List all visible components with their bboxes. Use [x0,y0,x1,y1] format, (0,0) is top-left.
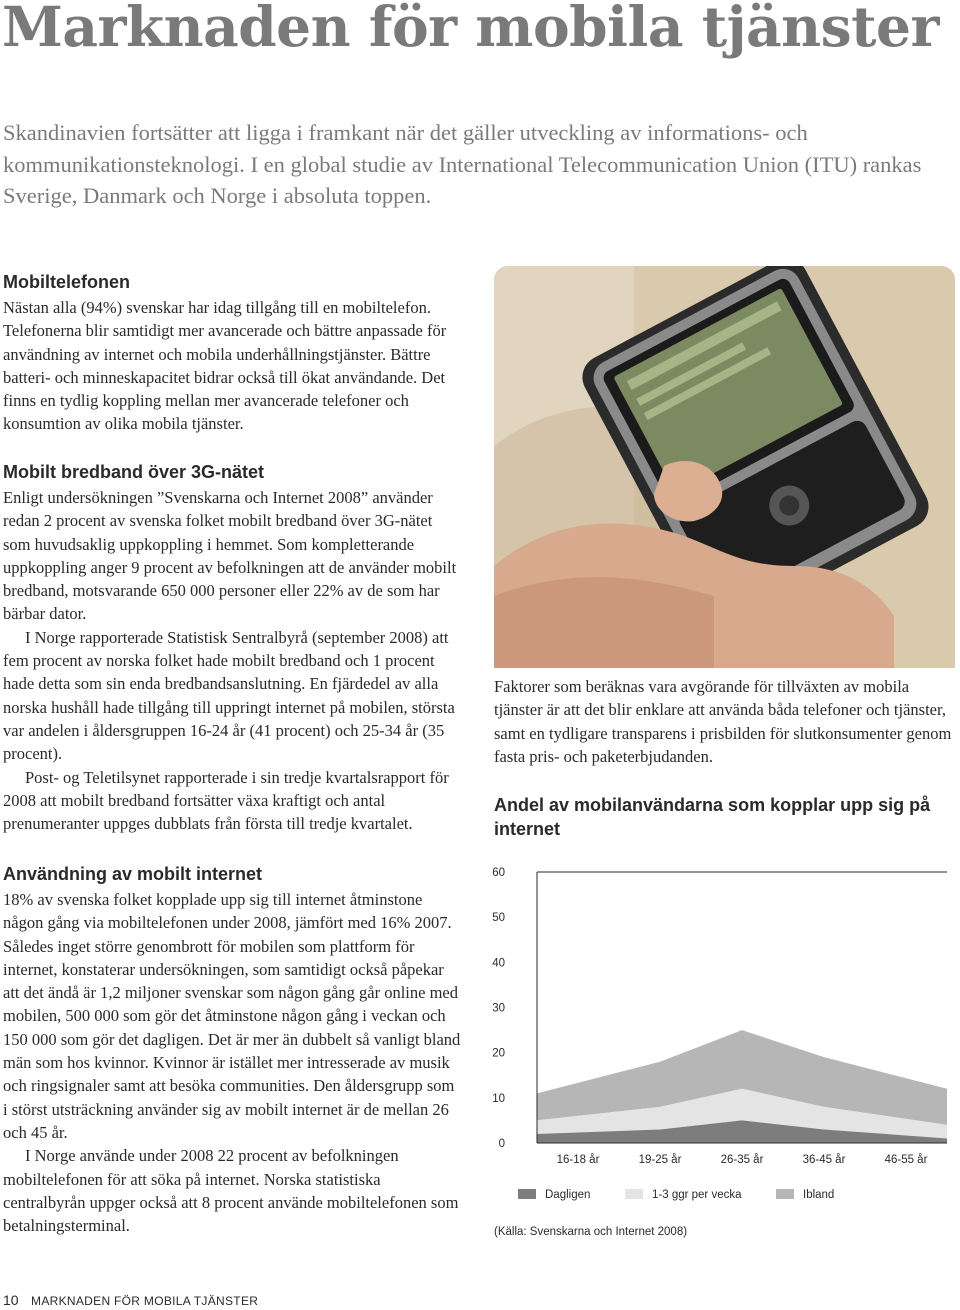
legend-swatch [518,1189,536,1199]
legend-label: 1-3 ggr per vecka [652,1189,742,1201]
x-tick-label: 19-25 år [638,1154,682,1166]
legend-label: Ibland [803,1189,835,1201]
legend-label: Dagligen [545,1189,591,1201]
y-tick-label: 0 [498,1138,505,1150]
y-tick-label: 10 [492,1092,505,1105]
section-paragraph: I Norge använde under 2008 22 procent av befolkningen mobiltelefonen för att söka på internet. Norska statistiska centralbyrån uppger också att 8 procent använde mobiltelefonen som betalningsterminal. [3,1146,459,1236]
phone-in-hand-illustration [494,266,955,668]
section-mobilt-bredband [3,460,463,835]
section-paragraph: 18% av svenska folket kopplade upp sig till internet åtminstone någon gång via mobiltelefonen under 2008, jämfört med 16% 2007. Således inget större genombrott för mobilen som plattform för internet, konstaterar undersökningen, som samtidigt också påpekar att det ändå är 1,2 miljoner svenskar som någon gång går online med mobilen, 500 000 som gör det åtminstone någon gång i veckan och 150 000 som gör det dagligen. Det är mer än dubbelt så vanligt bland män som hos kvinnor. Kvinnor är istället mer intresserade av musik och ringsignaler samt att besöka communities. Den åldersgrupp som i störst utsträckning använder sig av mobilt internet är de mellan 26 och 45 år. [3,890,461,1142]
chart-title: Andel av mobilanvändarna som kopplar upp sig på internet [494,795,931,839]
page-title: Marknaden för mobila tjänster [2,0,939,59]
section-paragraph: Post- og Teletilsynet rapporterade i sin tredje kvartalsrapport för 2008 att mobilt bredband fortsätter växa kraftigt och antal prenumeranter uppges dubblats från första till tredje kvartalet. [3,767,449,834]
y-tick-label: 50 [492,912,505,925]
legend-swatch [625,1189,643,1199]
section-paragraph: I Norge rapporterade Statistisk Sentralbyrå (september 2008) att fem procent av norska folket hade mobilt bredband och 1 procent hade detta som sin enda bredbandsanslutning. En fjärdedel av alla norska hushåll hade tillgång till uppringt internet på mobilen, största var andelen i åldersgruppen 16-24 år (41 procent) och 25-34 år (35 procent). [3,627,455,764]
section-paragraph: Nästan alla (94%) svenskar har idag tillgång till en mobiltelefon. Telefonerna blir samtidigt mer avancerade och bättre anpassade för användning av internet och mobila underhållningstjänster. Bättre batteri- och minneskapacitet bidrar också till ökat användande. Det finns en tydlig koppling mellan mer avancerade telefoner och konsumtion av olika mobila tjänster. [3,298,447,434]
x-tick-label: 16-18 år [556,1154,600,1166]
section-anvandning-mobilt-internet [3,862,463,1237]
y-tick-label: 20 [492,1047,505,1060]
footer-section-title: MARKNADEN FÖR MOBILA TJÄNSTER [31,1294,259,1308]
page-number: 10 [3,1292,19,1308]
photo-caption: Faktorer som beräknas vara avgörande för tillväxten av mobila tjänster är att det blir enklare att använda båda telefoner och tjänster, samt en tydligare transparens i prisbilden för slutkonsumenter genom fasta pris- och paketerbjudanden. [494,677,952,766]
section-heading: Mobiltelefonen [3,272,130,292]
x-tick-label: 26-35 år [720,1154,764,1166]
mobile-phone-photo [494,266,955,668]
area-chart [480,855,955,1215]
x-tick-label: 46-55 år [884,1154,928,1166]
page-footer [3,1292,258,1310]
x-tick-label: 36-45 år [802,1154,846,1166]
section-heading: Användning av mobilt internet [3,864,263,884]
y-tick-label: 60 [492,867,505,879]
y-tick-label: 40 [492,957,505,970]
y-tick-label: 30 [492,1002,505,1015]
legend-swatch [776,1189,794,1199]
chart-source: (Källa: Svenskarna och Internet 2008) [494,1226,688,1238]
section-paragraph: Enligt undersökningen ”Svenskarna och Internet 2008” använder redan 2 procent av svenska folket mobilt bredband över 3G-nätet som huvudsaklig uppkoppling i hemmet. Som kompletterande uppkoppling anger 9 procent av befolkningen att de använder mobilt bredband, motsvarande 650 000 personer eller 22% av de som har bärbar dator. [3,488,457,624]
intro-paragraph: Skandinavien fortsätter att ligga i framkant när det gäller utveckling av informations- och kommunikationsteknologi. I en global studie av International Telecommunication Union (ITU) rankas Sverige, Danmark och Norge i absoluta toppen. [3,120,922,208]
section-mobiltelefonen [3,270,463,436]
section-heading: Mobilt bredband över 3G-nätet [3,462,265,482]
